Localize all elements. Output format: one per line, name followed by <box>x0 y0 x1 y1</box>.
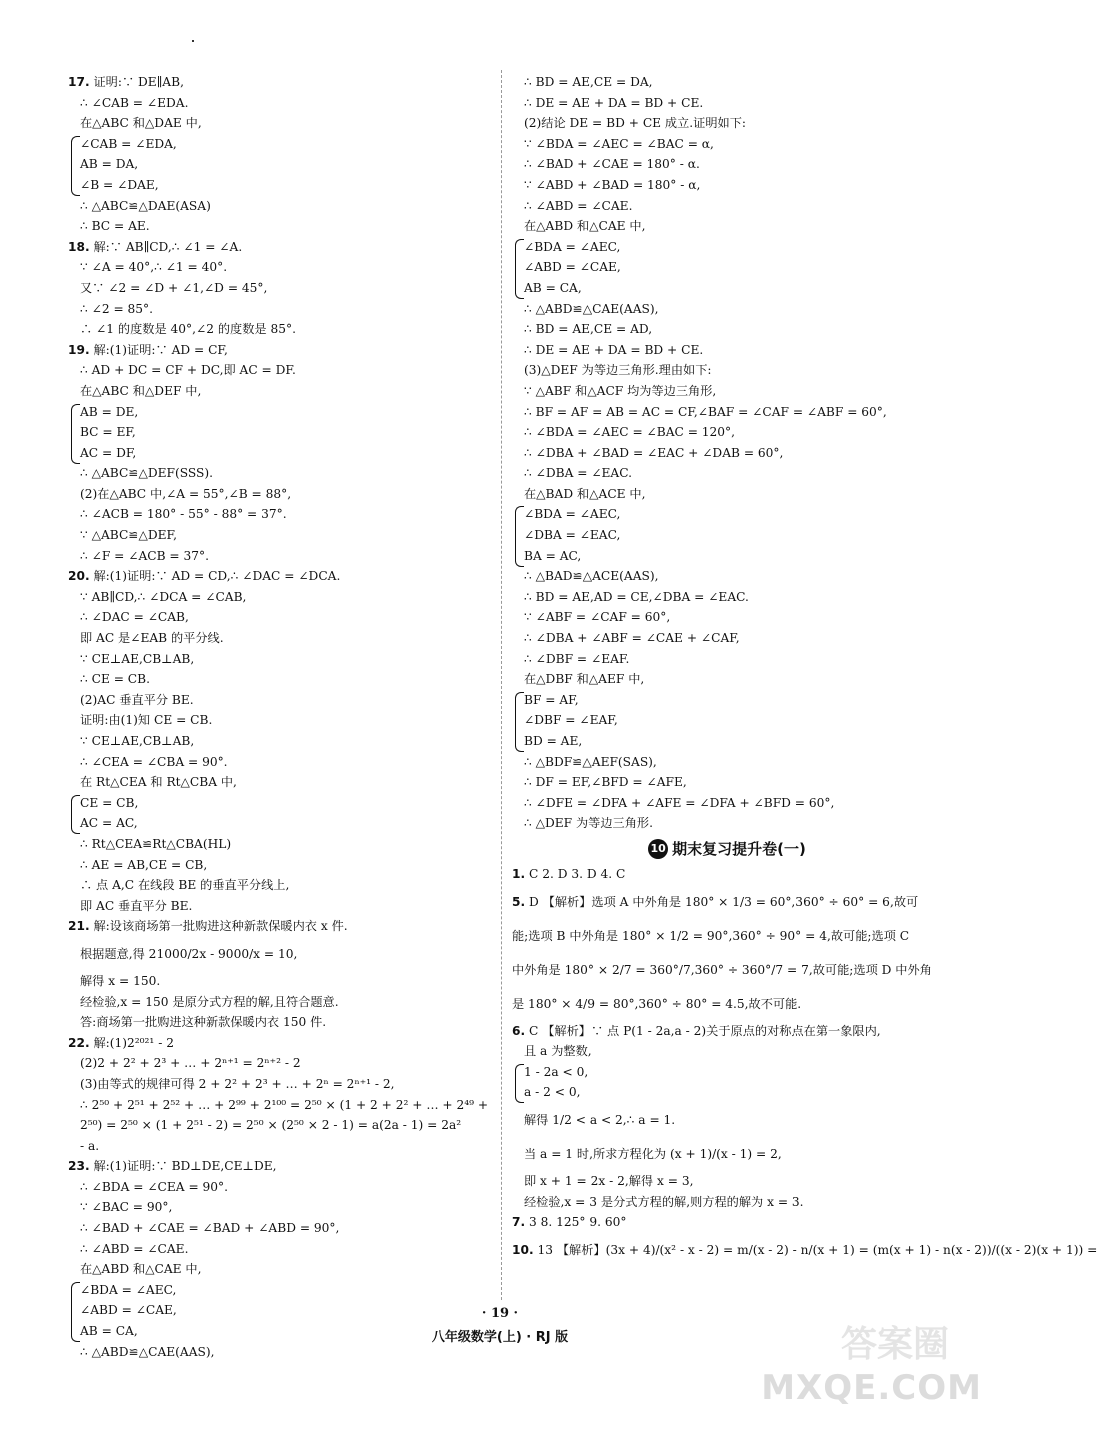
section-title-text: 期末复习提升卷(一) <box>672 839 806 858</box>
solution-line: ∴ △ABD≌△CAE(AAS), <box>80 1344 215 1359</box>
solution-line: 经检验,x = 150 是原分式方程的解,且符合题意. <box>80 994 339 1009</box>
solution-line: ∴ ∠DBA + ∠ABF = ∠CAE + ∠CAF, <box>524 631 740 646</box>
watermark-logo-text: 答案圈 <box>840 1324 950 1365</box>
brace-line: BD = AE, <box>524 734 583 748</box>
scan-dot <box>192 40 194 42</box>
brace-line: BC = EF, <box>80 425 136 440</box>
brace-line: BF = AF, <box>524 692 579 707</box>
solution-line: ∴ 点 A,C 在线段 BE 的垂直平分线上, <box>80 878 290 893</box>
solution-line: (2)在△ABC 中,∠A = 55°,∠B = 88°, <box>80 486 292 501</box>
brace-line: ∠B = ∠DAE, <box>80 177 159 192</box>
question-line: 18. 解:∵ AB∥CD,∴ ∠1 = ∠A. <box>68 239 243 254</box>
solution-line: 且 a 为整数, <box>524 1044 592 1059</box>
brace-line: AB = DE, <box>80 404 139 419</box>
solution-line: 解得 x = 150. <box>80 973 161 988</box>
solution-line: 在△ABC 和△DAE 中, <box>80 116 202 131</box>
brace-bracket <box>515 506 524 567</box>
solution-line: (2)2 + 2² + 2³ + … + 2ⁿ⁺¹ = 2ⁿ⁺² - 2 <box>80 1056 301 1071</box>
question-number: 19. <box>68 342 90 357</box>
solution-line: ∴ ∠DFE = ∠DFA + ∠AFE = ∠DFA + ∠BFD = 60°, <box>524 795 835 810</box>
section-title <box>512 834 942 864</box>
solution-line: 在△ABD 和△CAE 中, <box>80 1262 202 1277</box>
solution-line: ∴ ∠CAB = ∠EDA. <box>80 95 189 110</box>
solution-line: ∵ ∠ABD + ∠BAD = 180° - α, <box>524 177 701 192</box>
brace-line: ∠BDA = ∠AEC, <box>524 507 621 522</box>
solution-line: ∴ ∠DBA = ∠EAC. <box>524 466 633 481</box>
brace-line: AB = CA, <box>80 1324 138 1339</box>
solution-line: ∴ ∠DBF = ∠EAF. <box>524 651 630 666</box>
question-line: 7. 3 8. 125° 9. 60° <box>512 1215 627 1230</box>
solution-line: 在△ABC 和△DEF 中, <box>80 383 202 398</box>
question-number: 20. <box>68 569 90 584</box>
solution-line: ∴ △BAD≌△ACE(AAS), <box>524 569 659 584</box>
question-number: 1. <box>512 866 526 881</box>
solution-line: 在 Rt△CEA 和 Rt△CBA 中, <box>80 775 237 790</box>
page-number: · 19 · <box>481 1306 519 1321</box>
solution-line: ∴ △ABD≌△CAE(AAS), <box>524 301 659 316</box>
solution-line: ∵ CE⊥AE,CB⊥AB, <box>80 734 195 748</box>
question-number: 5. <box>512 894 526 909</box>
question-line: 10. 13 【解析】(3x + 4)/(x² - x - 2) = m/(x - 2) - n/(x + 1) = (m(x + 1) - n(x - 2))/((x - 2)(x + 1)) = <box>512 1242 1097 1257</box>
column-divider <box>501 70 502 1300</box>
solution-line: (3)△DEF 为等边三角形.理由如下: <box>524 363 712 378</box>
solution-line: 在△ABD 和△CAE 中, <box>524 219 646 234</box>
solution-line: ∴ ∠DAC = ∠CAB, <box>80 610 189 625</box>
solution-line: ∴ △DEF 为等边三角形. <box>524 816 653 831</box>
solution-line: ∴ DF = EF,∠BFD = ∠AFE, <box>524 775 687 790</box>
brace-bracket <box>71 795 80 834</box>
brace-line: ∠CAB = ∠EDA, <box>80 136 177 151</box>
watermark-text: MXQE.COM <box>761 1368 982 1408</box>
question-number: 18. <box>68 239 90 254</box>
brace-bracket <box>515 1064 524 1103</box>
brace-line: ∠ABD = ∠CAE, <box>524 260 621 275</box>
solution-line: ∴ BD = AE,CE = DA, <box>524 75 653 89</box>
brace-line: ∠BDA = ∠AEC, <box>524 239 621 254</box>
solution-line: ∴ Rt△CEA≌Rt△CBA(HL) <box>80 836 232 851</box>
solution-line: ∵ ∠ABF = ∠CAF = 60°, <box>524 610 671 625</box>
solution-line: ∴ ∠DBA + ∠BAD = ∠EAC + ∠DAB = 60°, <box>524 445 784 460</box>
brace-line: AC = DF, <box>80 445 137 460</box>
solution-line: (2)AC 垂直平分 BE. <box>80 692 194 707</box>
solution-line: ∵ ∠A = 40°,∴ ∠1 = 40°. <box>80 260 228 275</box>
solution-line: 根据题意,得 21000/2x - 9000/x = 10, <box>80 946 298 961</box>
solution-line: ∵ CE⊥AE,CB⊥AB, <box>80 651 195 666</box>
brace-bracket <box>515 239 524 299</box>
solution-line: 解得 1/2 < a < 2,∴ a = 1. <box>524 1112 676 1127</box>
solution-line: ∴ BD = AE,CE = AD, <box>524 322 653 337</box>
brace-line: AB = DA, <box>80 157 139 172</box>
solution-line: 当 a = 1 时,所求方程化为 (x + 1)/(x - 1) = 2, <box>524 1146 782 1161</box>
brace-line: ∠DBF = ∠EAF, <box>524 713 618 728</box>
solution-line: 2⁵⁰) = 2⁵⁰ × (1 + 2⁵¹ - 2) = 2⁵⁰ × (2⁵⁰ × 2 - 1) = a(2a - 1) = 2a² <box>80 1118 462 1133</box>
brace-line: ∠BDA = ∠AEC, <box>80 1282 177 1297</box>
brace-line: BA = AC, <box>524 548 582 563</box>
solution-line: ∴ ∠F = ∠ACB = 37°. <box>80 548 209 563</box>
solution-line: ∴ △BDF≌△AEF(SAS), <box>524 754 657 769</box>
question-line: 中外角是 180° × 2/7 = 360°/7,360° ÷ 360°/7 = 7,故可能;选项 D 中外角 <box>512 962 932 977</box>
solution-line: ∵ ∠BDA = ∠AEC = ∠BAC = α, <box>524 136 714 151</box>
brace-bracket <box>71 404 80 464</box>
question-line: 22. 解:(1)2²⁰²¹ - 2 <box>68 1035 174 1050</box>
question-number: 21. <box>68 919 90 934</box>
solution-line: 证明:由(1)知 CE = CB. <box>80 713 213 728</box>
solution-line: ∴ △ABC≌△DEF(SSS). <box>80 466 214 481</box>
question-line: 17. 证明:∵ DE∥AB, <box>68 75 184 89</box>
brace-line: a - 2 < 0, <box>524 1085 581 1100</box>
solution-line: 在△DBF 和△AEF 中, <box>524 672 645 687</box>
solution-line: (3)由等式的规律可得 2 + 2² + 2³ + … + 2ⁿ = 2ⁿ⁺¹ - 2, <box>80 1076 395 1091</box>
brace-bracket <box>71 136 80 196</box>
solution-line: ∴ BF = AF = AB = AC = CF,∠BAF = ∠CAF = ∠ABF = 60°, <box>524 404 887 419</box>
brace-line: CE = CB, <box>80 795 139 810</box>
solution-line: ∴ △ABC≌△DAE(ASA) <box>80 198 211 213</box>
solution-line: ∵ ∠BAC = 90°, <box>80 1200 173 1215</box>
solution-line: ∴ ∠BDA = ∠AEC = ∠BAC = 120°, <box>524 425 736 440</box>
question-line: 5. D 【解析】选项 A 中外角是 180° × 1/3 = 60°,360° ÷ 60° = 6,故可 <box>512 894 919 909</box>
question-number: 10. <box>512 1242 534 1257</box>
brace-line: ∠ABD = ∠CAE, <box>80 1303 177 1318</box>
brace-line: AC = AC, <box>80 816 138 831</box>
question-line: 19. 解:(1)证明:∵ AD = CF, <box>68 342 228 357</box>
solution-line: ∴ DE = AE + DA = BD + CE. <box>524 95 704 110</box>
solution-line: 答:商场第一批购进这种新款保暖内衣 150 件. <box>80 1015 327 1030</box>
solution-line: ∴ BD = AE,AD = CE,∠DBA = ∠EAC. <box>524 589 749 604</box>
brace-line: ∠DBA = ∠EAC, <box>524 528 621 543</box>
question-line: 21. 解:设该商场第一批购进这种新款保暖内衣 x 件. <box>68 919 348 934</box>
solution-line: ∴ ∠ACB = 180° - 55° - 88° = 37°. <box>80 507 287 522</box>
solution-line: ∴ ∠ABD = ∠CAE. <box>524 198 633 213</box>
solution-line: - a. <box>80 1138 100 1153</box>
question-number: 7. <box>512 1215 526 1230</box>
question-line: 20. 解:(1)证明:∵ AD = CD,∴ ∠DAC = ∠DCA. <box>68 569 341 584</box>
question-number: 6. <box>512 1023 526 1038</box>
question-number: 23. <box>68 1159 90 1174</box>
solution-line: ∴ ∠BDA = ∠CEA = 90°. <box>80 1179 228 1194</box>
solution-line: ∴ AD + DC = CF + DC,即 AC = DF. <box>80 363 296 378</box>
solution-line: 即 AC 是∠EAB 的平分线. <box>80 631 224 646</box>
solution-line: ∵ AB∥CD,∴ ∠DCA = ∠CAB, <box>80 589 247 604</box>
question-line: 1. C 2. D 3. D 4. C <box>512 866 626 881</box>
question-number: 17. <box>68 75 90 89</box>
section-badge: 10 <box>648 839 668 859</box>
solution-line: ∴ BC = AE. <box>80 219 150 234</box>
solution-line: ∴ DE = AE + DA = BD + CE. <box>524 342 704 357</box>
solution-line: ∵ △ABC≌△DEF, <box>80 528 177 543</box>
solution-line: ∴ ∠BAD + ∠CAE = 180° - α. <box>524 157 700 172</box>
brace-line: AB = CA, <box>524 280 582 295</box>
question-line: 能;选项 B 中外角是 180° × 1/2 = 90°,360° ÷ 90° = 4,故可能;选项 C <box>512 928 910 943</box>
solution-line: ∴ 2⁵⁰ + 2⁵¹ + 2⁵² + … + 2⁹⁹ + 2¹⁰⁰ = 2⁵⁰ × (1 + 2 + 2² + … + 2⁴⁹ + <box>80 1097 489 1112</box>
solution-line: ∴ ∠CEA = ∠CBA = 90°. <box>80 754 228 769</box>
solution-line: 在△BAD 和△ACE 中, <box>524 486 646 501</box>
left-column <box>68 72 489 1362</box>
solution-line: ∴ ∠BAD + ∠CAE = ∠BAD + ∠ABD = 90°, <box>80 1221 340 1236</box>
solution-line: ∴ ∠2 = 85°. <box>80 301 154 316</box>
solution-line: 经检验,x = 3 是分式方程的解,则方程的解为 x = 3. <box>524 1194 804 1209</box>
brace-bracket <box>515 692 524 752</box>
book-label: 八年级数学(上) · RJ 版 <box>431 1330 569 1345</box>
question-line: 是 180° × 4/9 = 80°,360° ÷ 80° = 4.5,故不可能. <box>512 996 802 1011</box>
watermark-logo <box>812 1318 978 1366</box>
solution-line: 即 AC 垂直平分 BE. <box>80 898 193 913</box>
solution-line: 又∵ ∠2 = ∠D + ∠1,∠D = 45°, <box>80 280 268 295</box>
brace-line: 1 - 2a < 0, <box>524 1064 589 1079</box>
question-line: 6. C 【解析】∵ 点 P(1 - 2a,a - 2)关于原点的对称点在第一象限内, <box>512 1023 881 1038</box>
solution-line: ∴ ∠ABD = ∠CAE. <box>80 1241 189 1256</box>
question-line: 23. 解:(1)证明:∵ BD⊥DE,CE⊥DE, <box>68 1159 277 1174</box>
solution-line: ∴ AE = AB,CE = CB, <box>80 857 208 872</box>
solution-line: (2)结论 DE = BD + CE 成立.证明如下: <box>524 116 747 131</box>
solution-line: ∴ ∠1 的度数是 40°,∠2 的度数是 85°. <box>80 322 296 337</box>
solution-line: 即 x + 1 = 2x - 2,解得 x = 3, <box>524 1173 694 1188</box>
right-column <box>512 72 1097 1267</box>
solution-line: ∴ CE = CB. <box>80 672 150 687</box>
solution-line: ∵ △ABF 和△ACF 均为等边三角形, <box>524 383 717 398</box>
question-number: 22. <box>68 1035 90 1050</box>
